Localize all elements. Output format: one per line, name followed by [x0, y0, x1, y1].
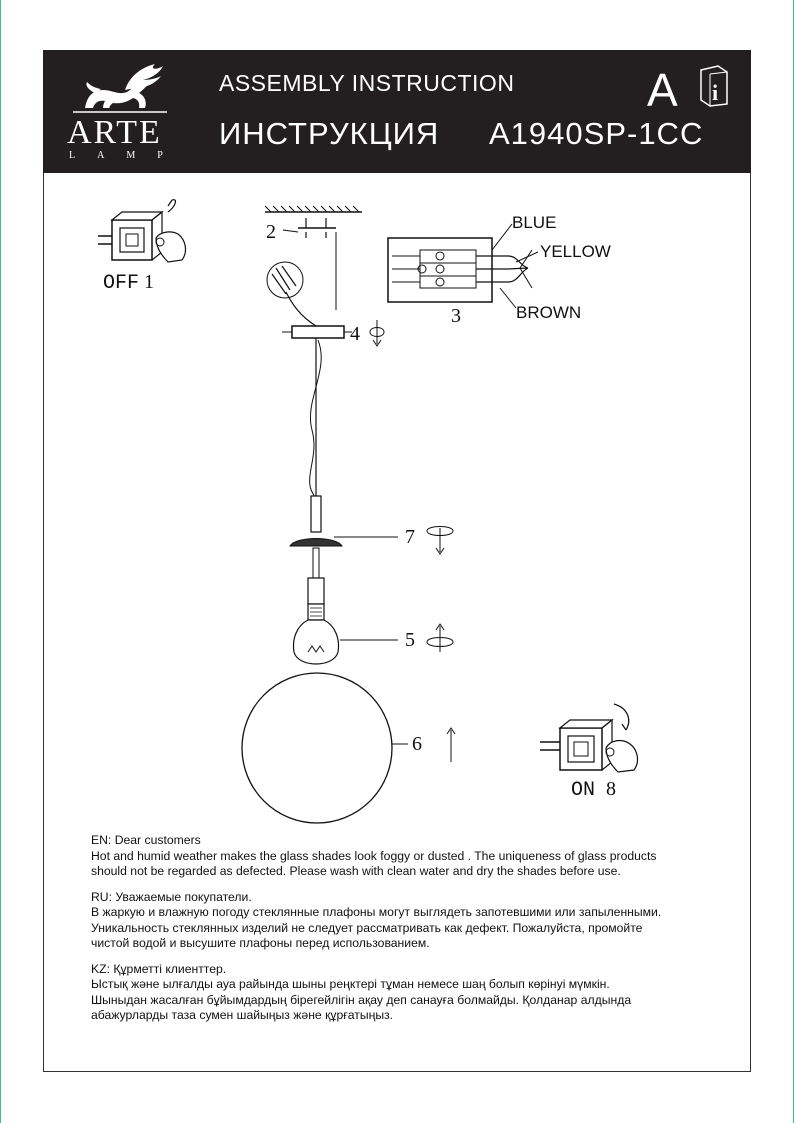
step-4-number: 4: [350, 323, 360, 345]
note-kz-line: абажурларды таза сумен шайыңыз және құрғатыңыз.: [91, 1008, 394, 1022]
category-letter: A: [647, 64, 678, 116]
note-en-line: Hot and humid weather makes the glass shades look foggy or dusted . The uniqueness of glass products: [91, 848, 657, 863]
step-6-number: 6: [412, 733, 422, 755]
switch-on-illustration: [540, 704, 637, 772]
note-kz-line: Ыстық және ылғалды ауа райында шыны реңктері тұман немесе шаң болып көрінуі мүмкін.: [91, 977, 610, 991]
note-en-heading: EN: Dear customers: [91, 833, 201, 847]
note-ru-heading: RU: Уважаемые покупатели.: [91, 889, 252, 904]
info-glyph: i: [712, 80, 719, 105]
ceiling-illustration: [265, 206, 362, 310]
rotate-icon: [370, 320, 384, 346]
note-kz-heading: KZ: Құрметті клиенттер.: [91, 961, 227, 976]
model-number: A1940SP-1CC: [489, 116, 704, 151]
title-russian: ИНСТРУКЦИЯ: [219, 116, 440, 151]
step-8-number: 8: [606, 778, 616, 800]
off-label: OFF: [103, 272, 140, 295]
brand-name: ARTE: [67, 114, 162, 151]
note-kz-line: Шыныдан жасалған бұйымдардың бірегейлігін ақау деп санауға болмайды. Қолданар алдында: [91, 992, 632, 1007]
suspension-cable: [310, 338, 322, 498]
step-7-number: 7: [405, 526, 415, 548]
terminal-block-illustration: [388, 238, 532, 302]
note-ru-line: чистой водой и высушите плафоны перед использованием.: [91, 936, 430, 950]
note-english: [91, 833, 731, 880]
step-5-number: 5: [405, 629, 415, 651]
note-ru-line: В жаркую и влажную погоду стеклянные плафоны могут выглядеть запотевшими или запыленными.: [91, 905, 662, 919]
switch-off-illustration: [98, 200, 185, 262]
note-en-line: should not be regarded as defected. Please wash with clean water and dry the shades before use.: [91, 864, 621, 878]
brand-subtitle: LAMP: [69, 150, 185, 161]
care-notes: [91, 833, 731, 1034]
up-arrow-icon: [447, 728, 455, 762]
wire-yellow-label: YELLOW: [540, 242, 611, 261]
step-1-number: 1: [144, 271, 154, 293]
title-english: ASSEMBLY INSTRUCTION: [219, 70, 515, 96]
canopy-illustration: [282, 326, 346, 338]
note-kazakh: [91, 962, 731, 1024]
lamp-holder-illustration: [290, 496, 342, 604]
on-label: ON: [571, 779, 596, 802]
rotate-icon-step7: [427, 527, 453, 555]
wire-brown-label: BROWN: [516, 303, 582, 322]
rotate-icon-step5: [427, 624, 453, 652]
wiring-detail-illustration: [267, 262, 316, 326]
note-ru-line: Уникальность стеклянных изделий не следует рассматривать как дефект. Пожалуйста, промойте: [91, 920, 643, 935]
step-2-number: 2: [266, 221, 276, 243]
wire-blue-label: BLUE: [512, 213, 557, 232]
note-russian: [91, 890, 731, 952]
light-bulb-illustration: [294, 604, 339, 664]
step-3-number: 3: [451, 305, 461, 327]
glass-shade-globe: [242, 673, 392, 823]
